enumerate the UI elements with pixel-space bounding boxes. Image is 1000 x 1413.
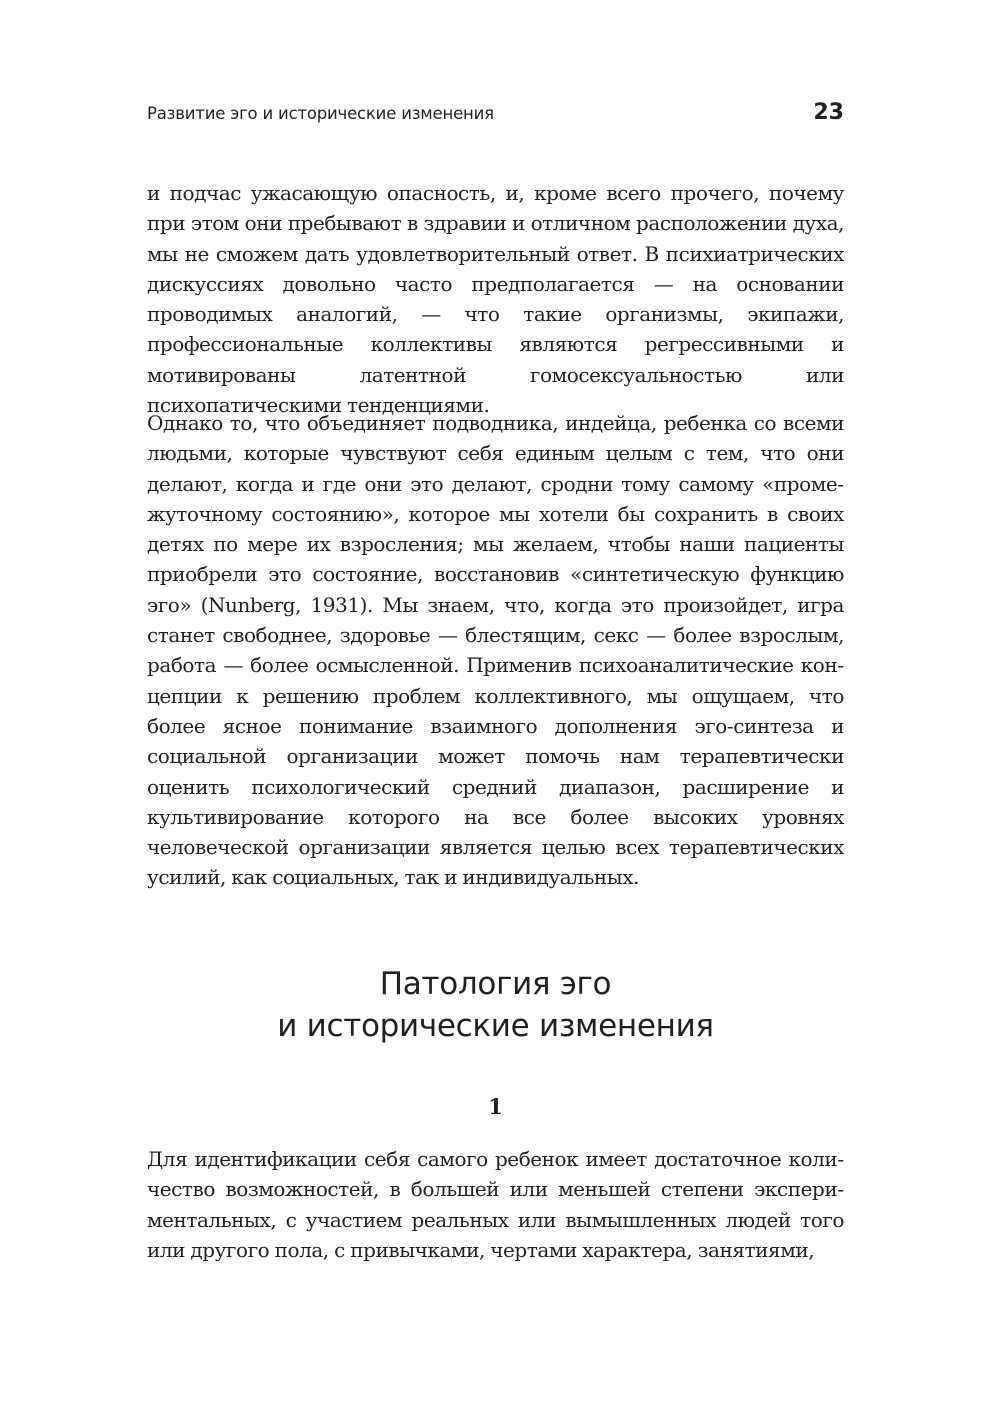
paragraph-text: Однако то, что объединяет подводника, индейца, ребенка со всеми людьми, которые чувствуют себя единым целым с тем, что они делают, когда и где они это делают, сродни тому самому «промежуточному состоянию», которое мы хотели бы сохранить в своих детях по мере их взросления; мы желаем, чтобы наши пациенты приобрели это состояние, восстановив «синтетическую функцию эго» (Nunberg, 1931). Мы знаем, что, когда это произойдет, игра станет свободнее, здоровье — блестящим, секс — более взрослым, работа — более осмысленной. Применив психоаналитические концепции к решению проблем коллективного, мы ощущаем, что более ясное понимание взаимного дополнения эго-синтеза и социальной организации может помочь нам терапевтически оценить психологический средний диапазон, расширение и культивирование которого на все более высоких уровнях человеческой организации является целью всех терапевтических усилий, как социальных, так и индивидуальных.	[147, 411, 844, 890]
section-heading-line-2: и исторические изменения	[277, 1008, 714, 1044]
body-paragraph-2	[147, 408, 844, 893]
paragraph-text: Для идентификации себя самого ребенок имеет достаточное количество возможностей, в большей или меньшей степени экспериментальных, с участием реальных или вымышленных людей того или другого пола, с привычками, чертами характера, занятиями,	[147, 1147, 844, 1262]
body-paragraph-1	[147, 178, 844, 420]
running-title: Развитие эго и исторические изменения	[147, 104, 494, 123]
page-number: 23	[813, 100, 844, 125]
section-heading	[147, 963, 844, 1047]
paragraph-text: и подчас ужасающую опасность, и, кроме всего прочего, почему при этом они пребывают в здравии и отличном расположении духа, мы не сможем дать удовлетворительный ответ. В психиатрических дискуссиях довольно часто предполагается — на основании проводимых аналогий, — что такие организмы, экипажи, профессиональные коллективы являются регрессивными и мотивированы латентной гомосексуальностью или психопатическими тенденциями.	[147, 181, 844, 418]
running-head	[147, 100, 844, 132]
subsection-number: 1	[488, 1094, 503, 1119]
section-paragraph	[147, 1144, 844, 1265]
section-heading-line-1: Патология эго	[379, 966, 612, 1002]
